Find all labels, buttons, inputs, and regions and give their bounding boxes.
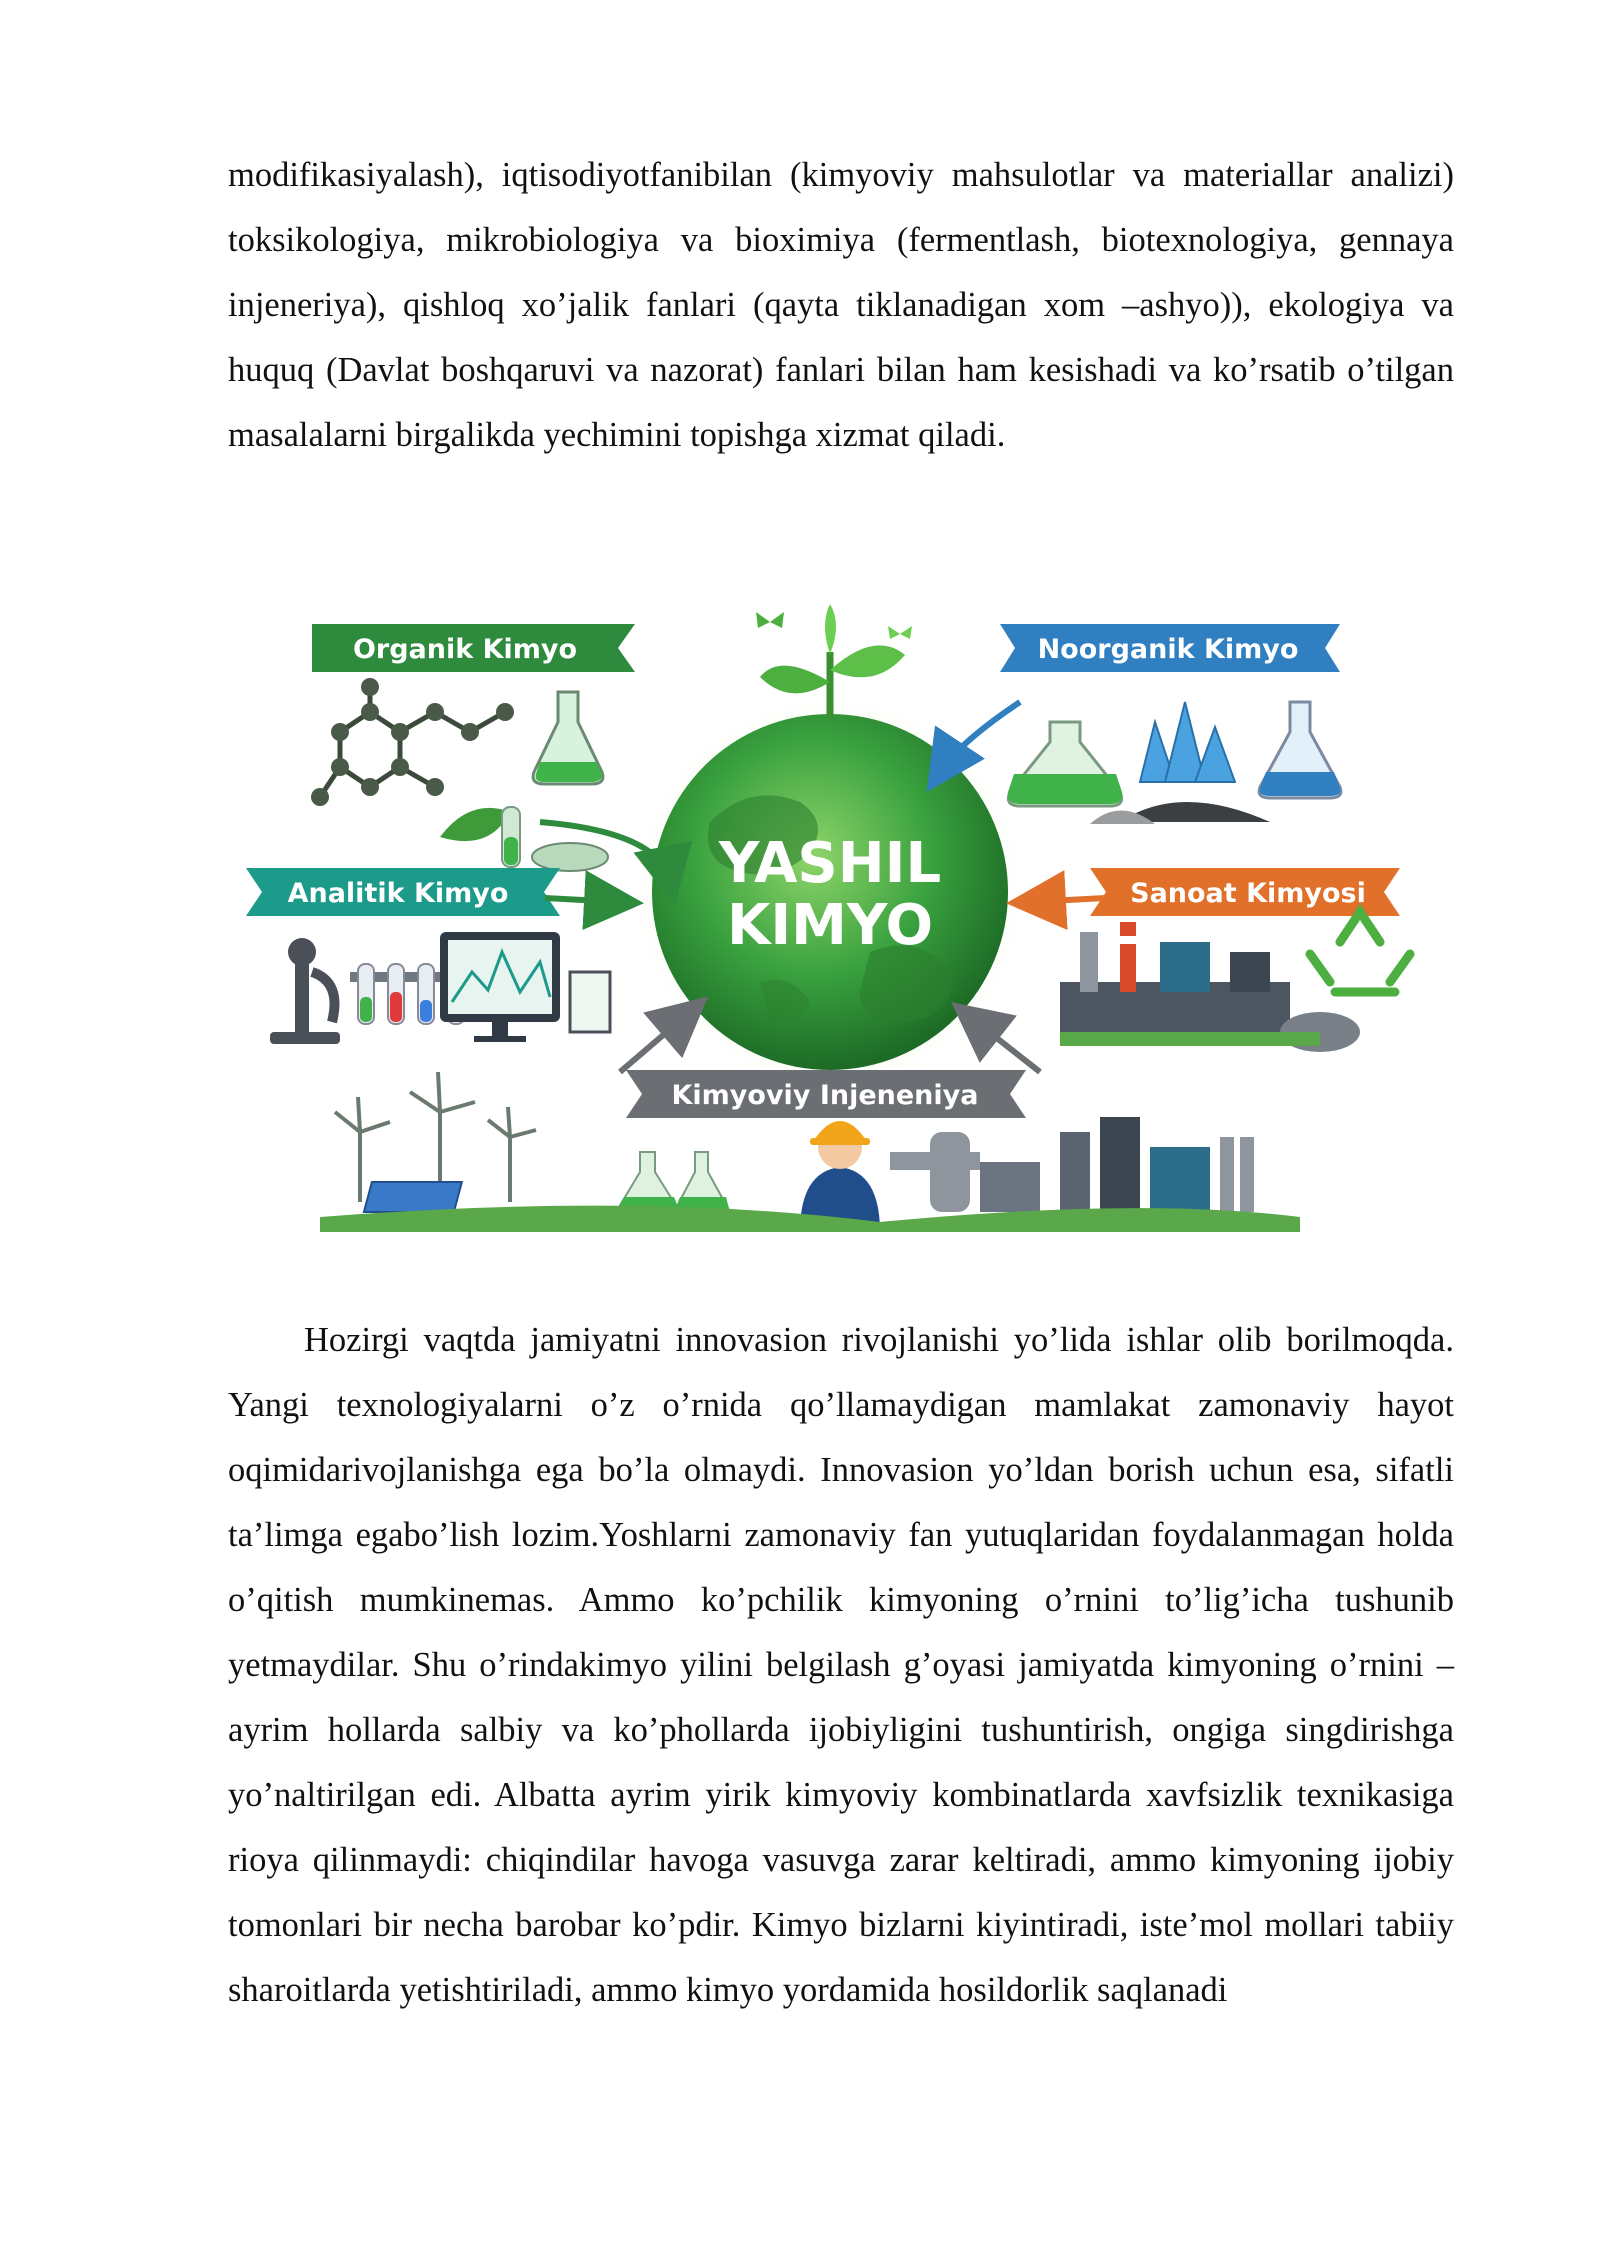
- butterfly-icon: [888, 626, 912, 639]
- globe-title-line2: KIMYO: [726, 893, 934, 958]
- label-injeneriya: [626, 1070, 1026, 1118]
- microscope-icon: [270, 938, 340, 1044]
- dish-icon: [532, 843, 608, 871]
- label-analitik-text: Analitik Kimyo: [287, 878, 509, 909]
- paragraph-top: [228, 143, 1454, 468]
- recycle-icon: [1310, 912, 1410, 992]
- label-sanoat-text: Sanoat Kimyosi: [1130, 878, 1366, 909]
- factory-icon: [1060, 922, 1360, 1052]
- paragraph-1-text: modifikasiyalash), iqtisodiyotfanibilan (kimyoviy mahsulotlar va materiallar analizi) toksikologiya, mikrobiologiya va bioximiya (fermentlash, biotexnologiya, gennaya injeneriya), qishloq xo’jalik fanlari (qayta tiklanadigan xom –ashyo)), ekologiya va huquq (Davlat boshqaruvi va nazorat) fanlari bilan ham kesishadi va ko’rsatib o’tilgan masalalarni birgalikda yechimini topishga xizmat qiladi.: [228, 156, 1454, 454]
- molecule-icon: [320, 687, 505, 797]
- globe-title-line1: YASHIL: [718, 831, 942, 896]
- arrow-analitik: [545, 898, 620, 902]
- paragraph-bottom: [228, 1308, 1454, 2023]
- label-organik: [312, 624, 635, 672]
- arrow-injeneriya-left: [620, 1012, 690, 1072]
- arrow-injeneriya-right: [970, 1017, 1040, 1072]
- solar-panel-icon: [364, 1182, 462, 1212]
- label-noorganik: [1000, 624, 1340, 672]
- pipes-icon: [890, 1132, 1040, 1212]
- label-sanoat: [1090, 868, 1400, 916]
- green-chemistry-diagram: [240, 592, 1480, 1232]
- green-chemistry-illustration: [240, 592, 1480, 1232]
- label-noorganik-text: Noorganik Kimyo: [1037, 634, 1299, 665]
- chart-board-icon: [570, 972, 610, 1032]
- label-injeneriya-text: Kimyoviy Injeneniya: [671, 1080, 979, 1111]
- crystals-icon: [1140, 702, 1235, 782]
- plant-towers-icon: [1060, 1117, 1254, 1212]
- lab-flasks-icon: [616, 1152, 730, 1212]
- monitor-icon: [440, 932, 560, 1042]
- label-analitik: [246, 868, 560, 916]
- label-organik-text: Organik Kimyo: [352, 634, 578, 665]
- paragraph-2-text: Hozirgi vaqtda jamiyatni innovasion rivojlanishi yo’lida ishlar olib borilmoqda. Yangi texnologiyalarni o’z o’rnida qo’llamaydigan mamlakat zamonaviy hayot oqimidarivojlanishga ega bo’la olmaydi. Innovasion yo’ldan borish uchun esa, sifatli ta’limga egabo’lish lozim.Yoshlarni zamonaviy fan yutuqlaridan foydalanmagan holda o’qitish mumkinemas. Ammo ko’pchilik kimyoning o’rnini to’lig’icha tushunib yetmaydilar. Shu o’rindakimyo yilini belgilash g’oyasi jamiyatda kimyoning o’rnini – ayrim hollarda salbiy va ko’phollarda ijobiyligini tushuntirish, ongiga singdirishga yo’naltirilgan edi. Albatta ayrim yirik kimyoviy kombinatlarda xavfsizlik texnikasiga rioya qilinmaydi: chiqindilar havoga vasuvga zarar keltiradi, ammo kimyoning ijobiy tomonlari bir necha barobar ko’pdir. Kimyo bizlarni kiyintiradi, iste’mol mollari tabiiy sharoitlarda yetishtiriladi, ammo kimyo yordamida hosildorlik saqlanadi: [228, 1321, 1454, 2009]
- butterfly-icon: [756, 612, 784, 628]
- arrow-sanoat: [1030, 898, 1105, 902]
- leaf-icon: [440, 808, 510, 841]
